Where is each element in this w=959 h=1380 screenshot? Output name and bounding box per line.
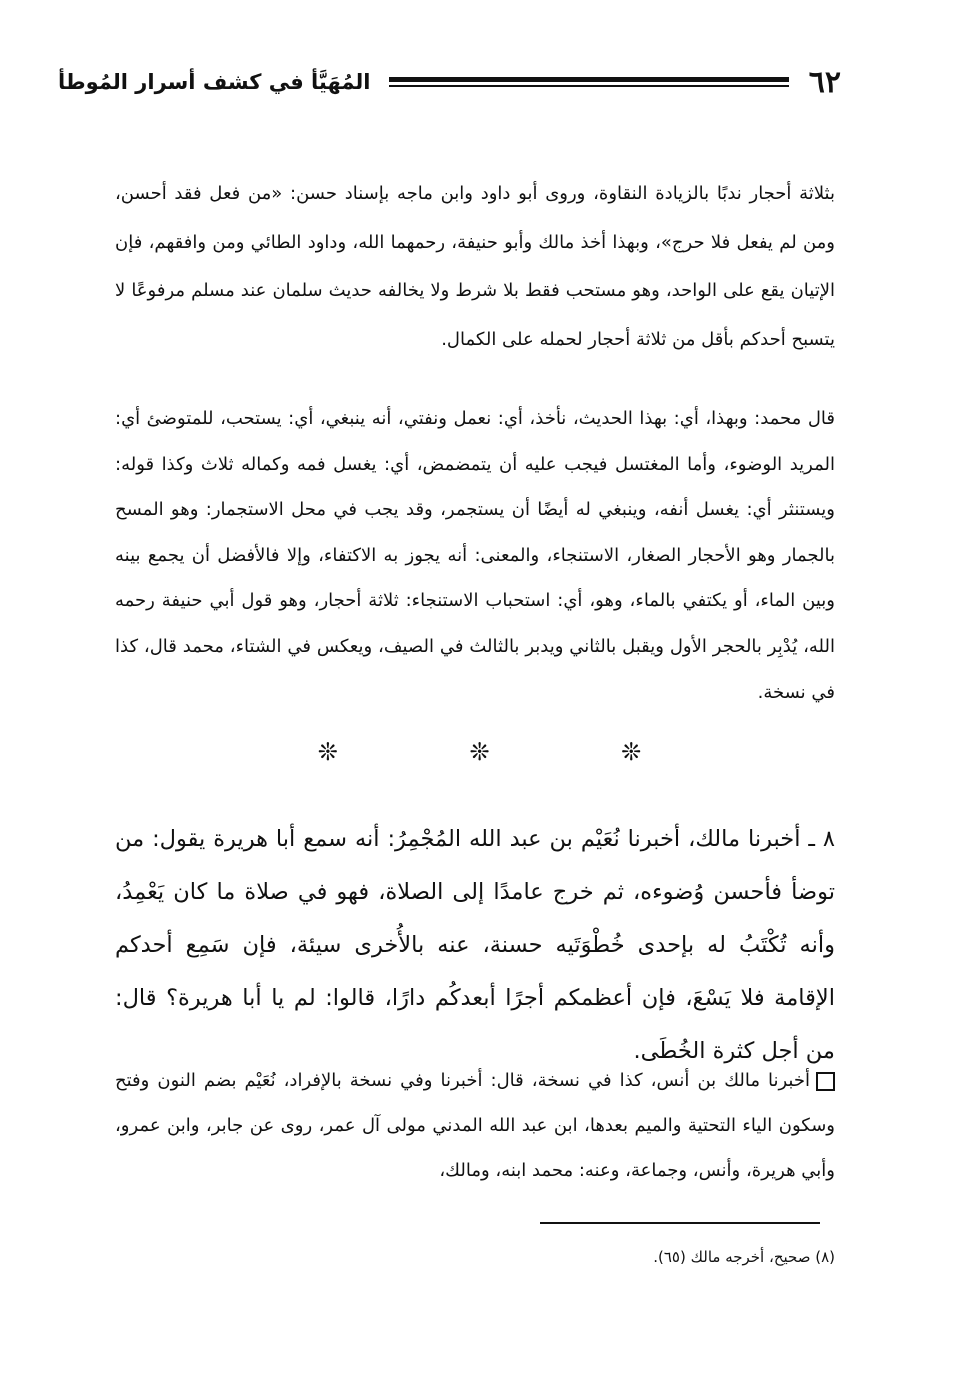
paragraph-1: بثلاثة أحجار ندبًا بالزيادة النقاوة، وروى أبو داود وابن ماجه بإسناد حسن: «من فعل فقد أحسن، ومن لم يفعل فلا حرج»، وبهذا أخذ مالك وأبو حنيفة، رحمهما الله، وداود الطائي ومن وافقهم، فإن الإتيان يقع على الواحد، وهو مستحب فقط بلا شرط ولا يخالفه حديث سلمان عند مسلم مرفوعًا لا يتسبح أحدكم بأقل من ثلاثة أحجار لحمله على الكمال.	[115, 183, 835, 350]
square-marker-icon	[816, 1072, 835, 1091]
header-rule-thick	[389, 77, 789, 82]
footnote: (٨) صحيح، أخرجه مالك (٦٥).	[653, 1248, 835, 1266]
paragraph-4-commentary	[115, 1058, 835, 1193]
hadith-8-text: ٨ ـ أخبرنا مالك، أخبرنا نُعَيْم بن عبد الله المُجْمِرُ: أنه سمع أبا هريرة يقول: من توضأ فأحسن وُضوءه، ثم خرج عامدًا إلى الصلاة، فهو في صلاة ما كان يَعْمِدُ، وأنه تُكْتَبُ له بإحدى خُطْوَتَيه حسنة، عنه بالأُخرى سيئة، فإن سَمِع أحدكم الإقامة فلا يَسْعَ، فإن أعظمكم أجرًا أبعدكُم دارًا، قالوا: لم يا أبا هريرة؟ قال: من أجل كثرة الخُطَى.	[115, 825, 835, 1064]
book-title: المُهَيَّأ في كشف أسرار المُوطأ	[58, 70, 371, 94]
footnote-rule	[540, 1222, 820, 1224]
header-rule	[389, 75, 789, 89]
header-rule-thin	[389, 85, 789, 87]
page-header	[58, 62, 841, 102]
page-number: ٦٢	[808, 64, 841, 100]
paragraph-2-commentary: قال محمد: وبهذا، أي: بهذا الحديث، نأخذ، أي: نعمل ونفتي، أنه ينبغي، أي: يستحب، للمتوضئ أي: المريد الوضوء، وأما المغتسل فيجب عليه أن يتمضمض، أي: يغسل فمه وكماله ثلاث وكذا قوله: ويستنثر أي: يغسل أنفه، وينبغي له أيضًا أن يستجمر، وقد يجب في محل الاستجمار: وهو المسح بالجمار وهو الأحجار الصغار، الاستنجاء، والمعنى: أنه يجوز به الاكتفاء، وإلا فالأفضل أن يجمع بينه وبين الماء، أو يكتفي بالماء، وهو، أي: استحباب الاستنجاء: ثلاثة أحجار، وهو قول أبي حنيفة رحمه الله، يُدْبِر بالحجر الأول ويقبل بالثاني ويدبر بالثالث في الصيف، ويعكس في الشتاء، محمد قال، كذا في نسخة.	[115, 408, 835, 703]
paragraph-4-text: أخبرنا مالك بن أنس، كذا في نسخة، قال: أخبرنا وفي نسخة بالإفراد، نُعَيْم بضم النون وفتح وسكون الياء التحتية والميم بعدها، ابن عبد الله المدني مولى آل عمر، روى عن جابر، وابن عمرو، وأبي هريرة، وأنس، وجماعة، وعنه: محمد ابنه، ومالك،	[115, 1070, 835, 1181]
section-divider-stars: ❊ ❊ ❊	[317, 738, 704, 766]
